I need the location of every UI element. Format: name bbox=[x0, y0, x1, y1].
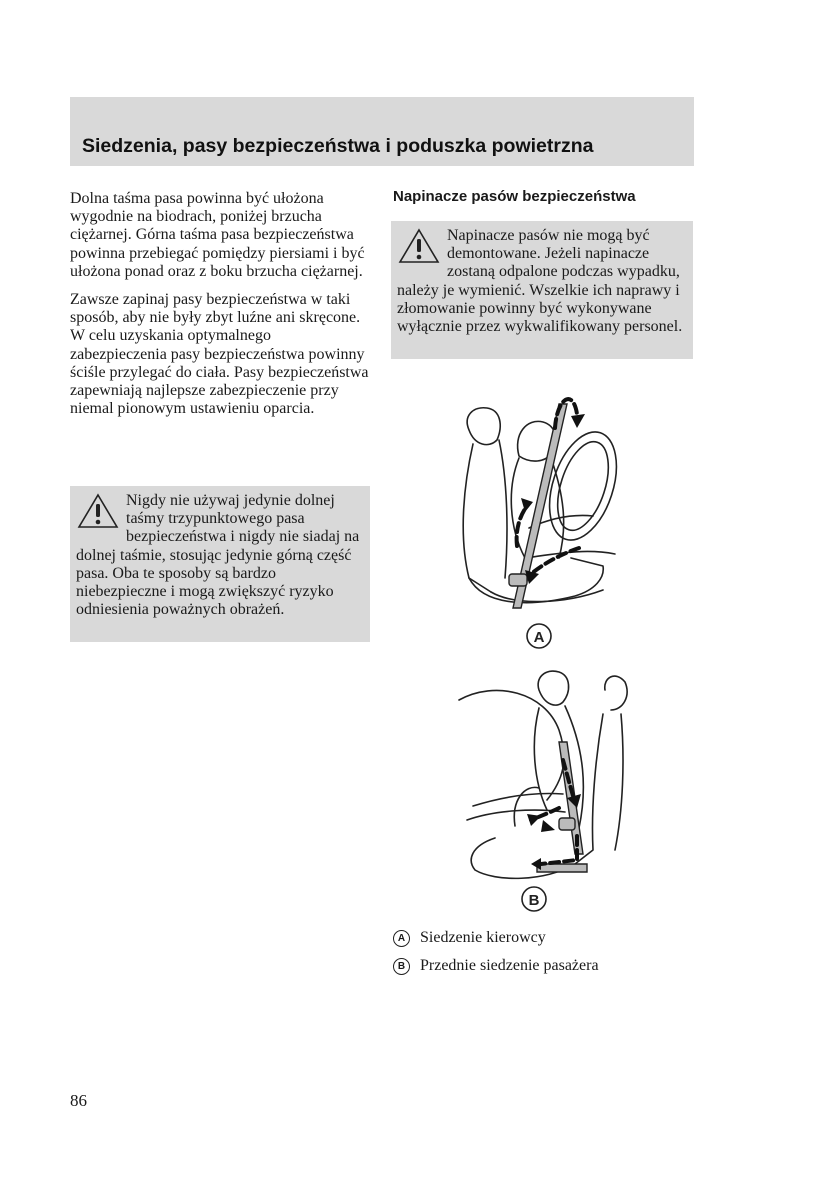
paragraph-belt-placement: Dolna taśma pasa powinna być ułożona wygodnie na biodrach, poniżej brzucha ciężarnej. Górna taśma pasa bezpieczeństwa powinna przebiegać pomiędzy piersiami i być ułożona ponad oraz z boku brzucha ciężarnej. bbox=[70, 190, 365, 280]
legend-item-b bbox=[393, 956, 599, 976]
warning-box-lap-belt bbox=[70, 486, 370, 642]
illustration-label-b: B bbox=[528, 892, 540, 909]
section-title: Siedzenia, pasy bezpieczeństwa i poduszka powietrzna bbox=[82, 135, 594, 157]
driver-seat-illustration bbox=[455, 378, 630, 653]
passenger-seat-illustration bbox=[455, 660, 630, 912]
warning-triangle-icon bbox=[76, 492, 120, 530]
subheading-pretensioners: Napinacze pasów bezpieczeństwa bbox=[393, 188, 636, 205]
paragraph-belt-fastening: Zawsze zapinaj pasy bezpieczeństwa w taki sposób, aby nie były zbyt luźne ani skręcone. W celu uzyskania optymalnego zabezpieczenia pasy bezpieczeństwa powinny ściśle przylegać do ciała. Pasy bezpieczeństwa zapewniają najlepsze zabezpieczenie przy niemal pionowym ustawieniu oparcia. bbox=[70, 291, 369, 418]
warning-triangle-icon bbox=[397, 227, 441, 265]
illustration-label-a: A bbox=[533, 629, 545, 646]
legend-badge: A bbox=[393, 930, 410, 947]
warning-text: Napinacze pasów nie mogą być demontowane. Jeżeli napinacze zostaną odpalone podczas wypadku, należy je wymienić. Wszelkie ich naprawy i złomowanie powinny być wykonywane wyłącznie przez wykwalifikowany personel. bbox=[397, 227, 683, 336]
legend-item-a bbox=[393, 928, 546, 948]
section-header bbox=[70, 97, 694, 166]
warning-box-pretensioners bbox=[391, 221, 693, 359]
legend-badge: B bbox=[393, 958, 410, 975]
left-column bbox=[70, 190, 370, 418]
legend-text: Przednie siedzenie pasażera bbox=[420, 957, 599, 974]
legend-text: Siedzenie kierowcy bbox=[420, 929, 546, 946]
page-number: 86 bbox=[70, 1091, 87, 1110]
warning-text: Nigdy nie używaj jedynie dolnej taśmy trzypunktowego pasa bezpieczeństwa i nigdy nie siadaj na dolnej taśmie, stosując jedynie górną część pasa. Oba te sposoby są bardzo niebezpieczne i mogą zwiększyć ryzyko odniesienia poważnych obrażeń. bbox=[76, 492, 360, 619]
